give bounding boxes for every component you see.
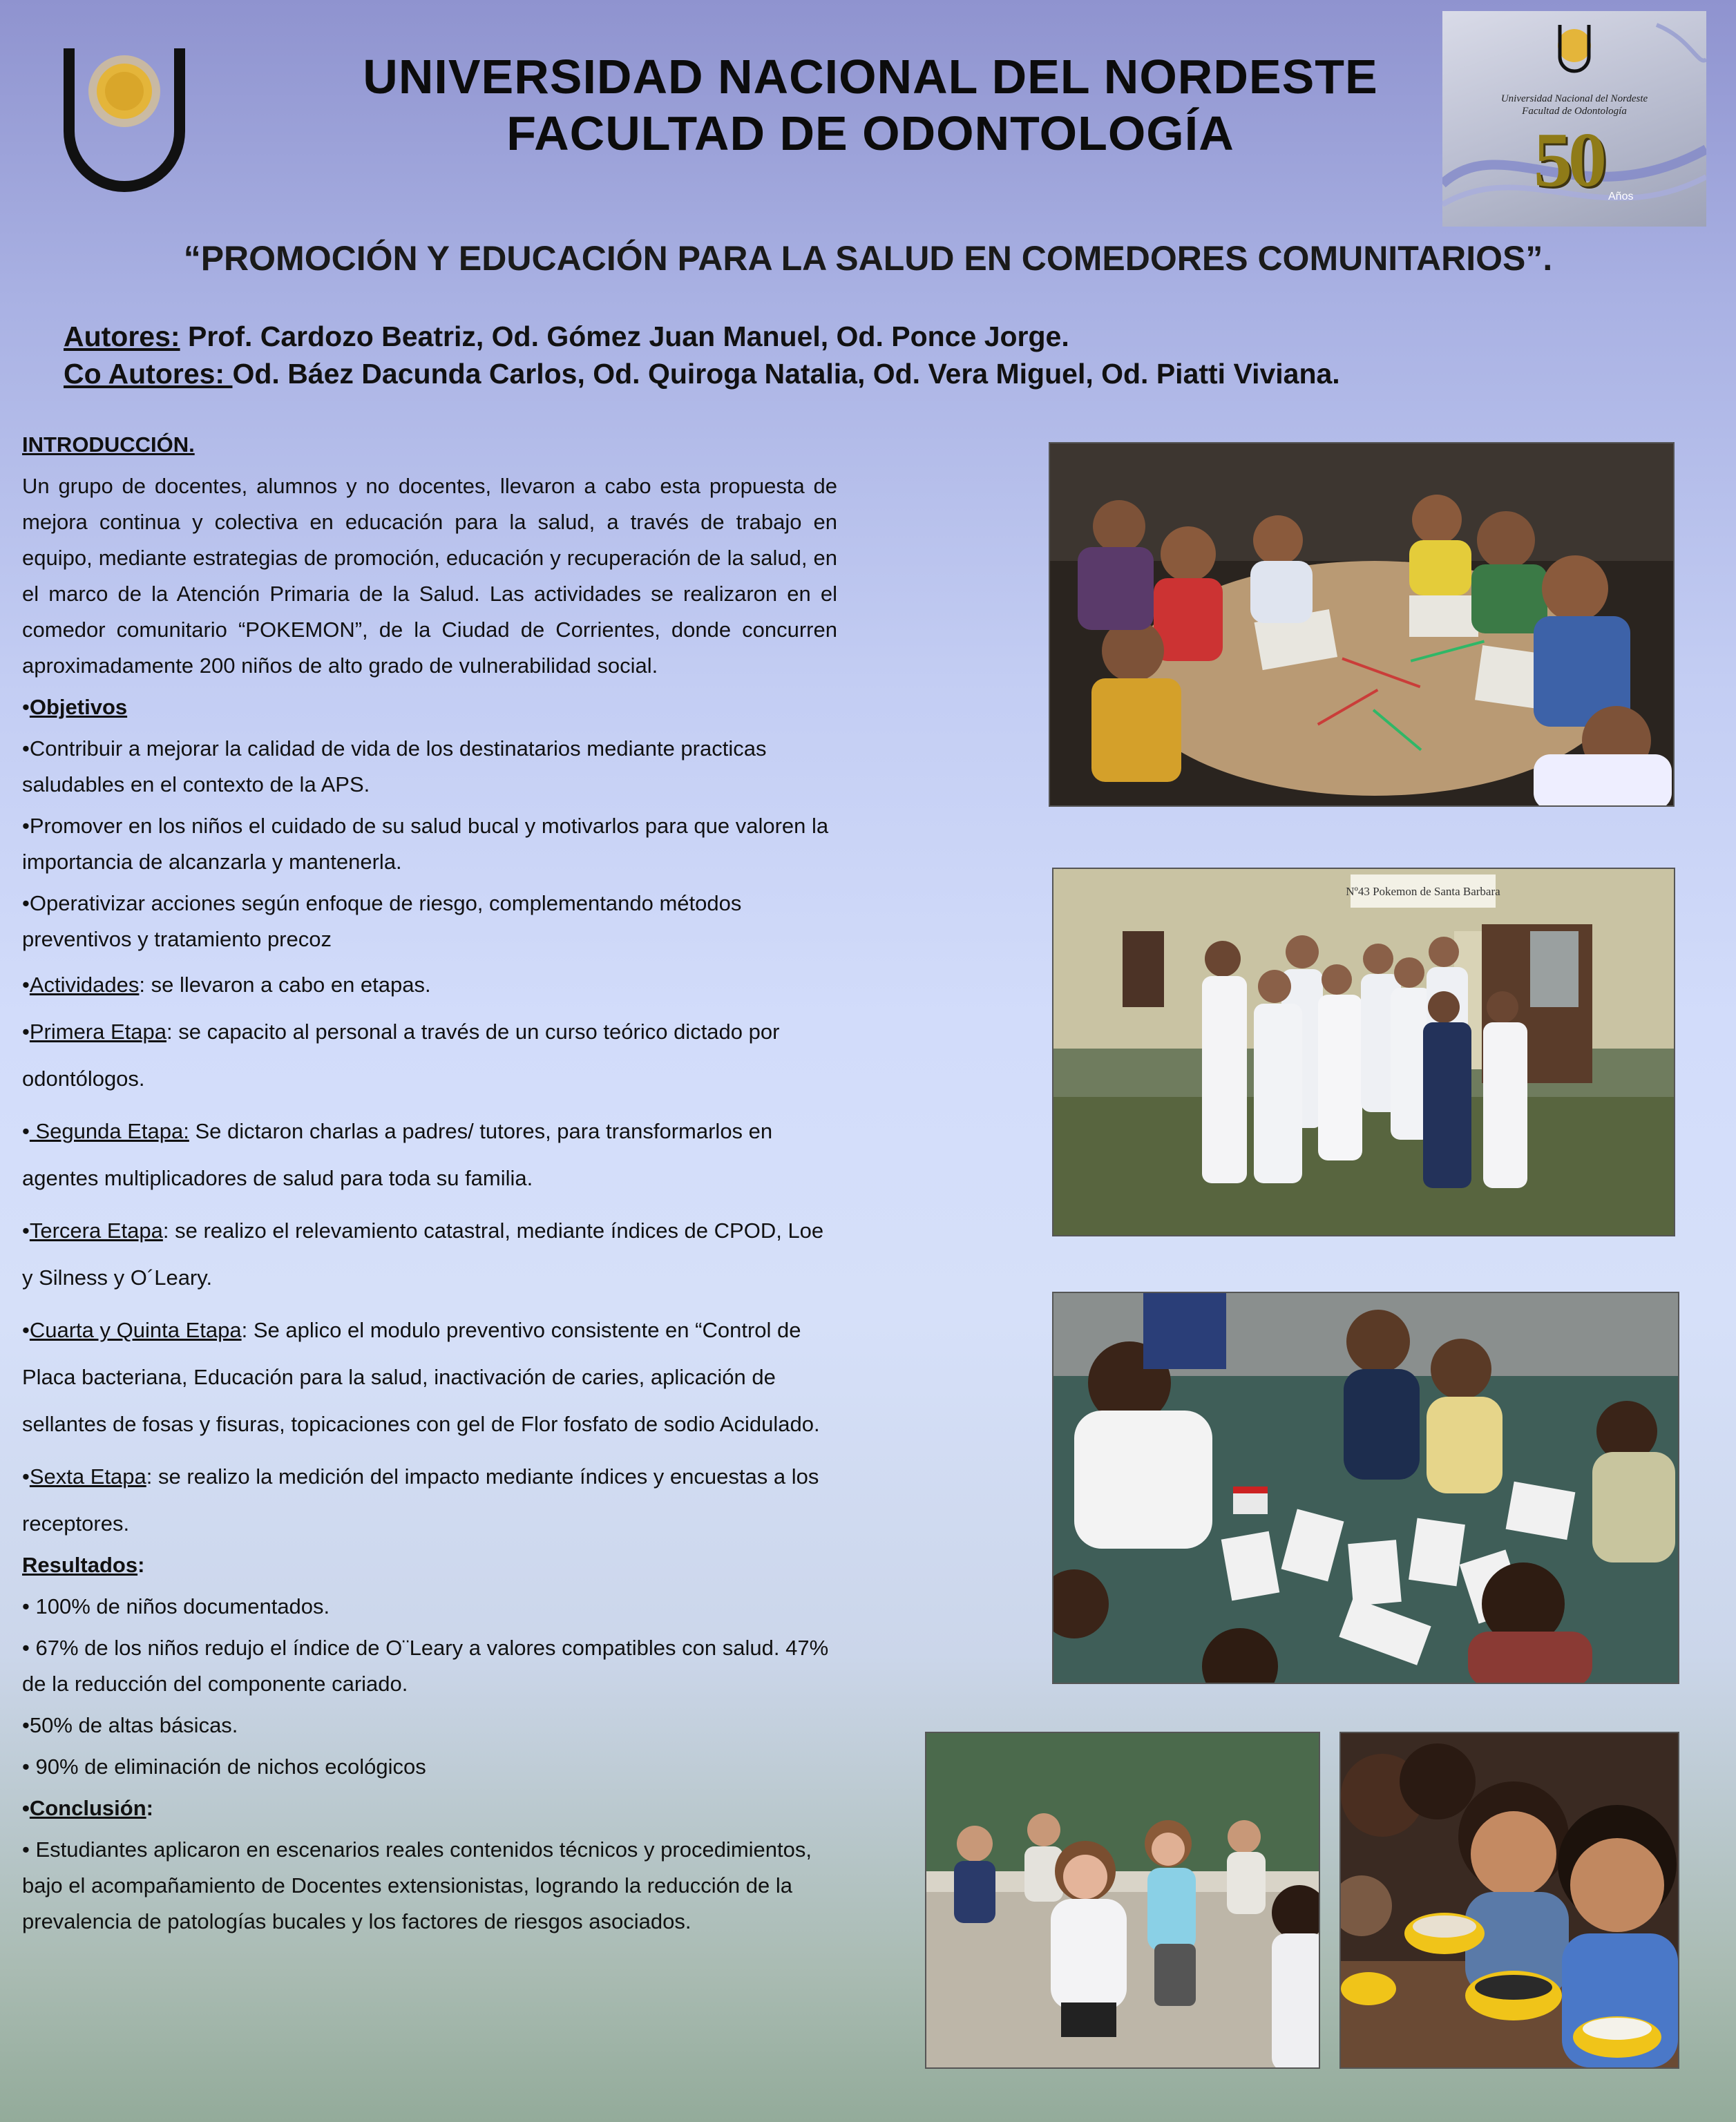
objective-item: •Contribuir a mejorar la calidad de vida de los destinatarios mediante practicas saludables en el contexto de la APS. [22,736,767,796]
objective-item: •Operativizar acciones según enfoque de riesgo, complementando métodos preventivos y tratamiento precoz [22,891,742,951]
stage-text: : se realizo la medición del impacto mediante índices y encuestas a los receptores. [22,1464,819,1536]
university-name: UNIVERSIDAD NACIONAL DEL NORDESTE [363,50,1378,104]
stage-item: •Sexta Etapa: se realizo la medición del impacto mediante índices y encuestas a los receptores. [22,1464,819,1536]
activities-label: Actividades [29,973,140,997]
coauthors-line [64,355,1340,392]
stage-text: Se dictaron charlas a padres/ tutores, para transformarlos en agentes multiplicadores de salud para toda su familia. [22,1119,773,1190]
stage-text: : se capacito al personal a través de un curso teórico dictado por odontólogos. [22,1020,780,1091]
objectives-heading-line: •Objetivos [22,695,128,719]
anniv-org-line1: Universidad Nacional del Nordeste [1500,93,1648,104]
photo-children-drawing [1049,442,1675,807]
stage-label: Sexta Etapa [29,1464,146,1489]
project-title: “PROMOCIÓN Y EDUCACIÓN PARA LA SALUD EN COMEDORES COMUNITARIOS”. [183,239,1553,278]
coauthors-label: Co Autores: [64,358,233,390]
conclusion-text: • Estudiantes aplicaron en escenarios reales contenidos técnicos y procedimientos, bajo el acompañamiento de Docentes extensionistas, logrando la reducción de la prevalencia de patologías bucales y los factores de riesgos asociados. [22,1837,812,1933]
introduction-text: Un grupo de docentes, alumnos y no docentes, llevaron a cabo esta propuesta de mejora continua y colectiva en educación para la salud, a través de trabajo en equipo, mediante estrategias de promoción, educación y recuperación de la salud, en el marco de la Atención Primaria de la Salud. Las actividades se realizaron en el comedor comunitario “POKEMON”, de la Ciudad de Corrientes, donde concurren aproximadamente 200 niños de alto grado de vulnerabilidad social. [22,474,837,678]
result-item: • 90% de eliminación de nichos ecológicos [22,1755,426,1779]
introduction-heading: INTRODUCCIÓN. [22,432,195,457]
photo-children-eating [1339,1732,1679,2069]
building-sign: Nº43 Pokemon de Santa Barbara [1346,885,1500,898]
authors-block [64,318,1340,392]
authors-label: Autores: [64,321,180,352]
stage-item: •Tercera Etapa: se realizo el relevamiento catastral, mediante índices de CPOD, Loe y Silness y O´Leary. [22,1218,824,1290]
stage-text: : se realizo el relevamiento catastral, mediante índices de CPOD, Loe y Silness y O´Leary. [22,1218,824,1290]
objectives-heading: Objetivos [29,695,128,719]
stage-item: •Cuarta y Quinta Etapa: Se aplico el modulo preventivo consistente en “Control de Placa bacteriana, Educación para la salud, inactivación de caries, aplicación de sellantes de fosas y fisuras, topicaciones con gel de Flor fosfato de sodio Acidulado. [22,1318,820,1436]
result-item: • 100% de niños documentados. [22,1594,330,1618]
sun-icon [1558,25,1591,71]
stage-label: Segunda Etapa: [29,1119,189,1143]
activities-text: : se llevaron a cabo en etapas. [139,973,431,997]
stage-text: : Se aplico el modulo preventivo consistente en “Control de Placa bacteriana, Educación para la salud, inactivación de caries, aplicación de sellantes de fosas y fisuras, topicaciones con gel de Flor fosfato de sodio Acidulado. [22,1318,820,1436]
anniversary-logo [1442,11,1706,227]
photo-team-group [1052,868,1675,1236]
stage-item: •Primera Etapa: se capacito al personal a través de un curso teórico dictado por odontólogos. [22,1020,780,1091]
authors-line [64,318,1340,355]
anniv-org-line2: Facultad de Odontología [1522,106,1627,117]
poster-content [22,427,837,1940]
anniv-number: 50 [1534,117,1603,203]
stage-label: Tercera Etapa [29,1218,163,1243]
photo-children-education-sheets [1052,1292,1679,1684]
result-item: •50% de altas básicas. [22,1713,238,1737]
objective-item: •Promover en los niños el cuidado de su salud bucal y motivarlos para que valoren la importancia de alcanzarla y mantenerla. [22,814,829,874]
stage-label: Primera Etapa [29,1020,166,1044]
coauthors-names: Od. Báez Dacunda Carlos, Od. Quiroga Natalia, Od. Vera Miguel, Od. Piatti Viviana. [232,358,1340,390]
stage-label: Cuarta y Quinta Etapa [29,1318,242,1342]
activities-line: •Actividades: se llevaron a cabo en etapas. [22,973,431,997]
stage-item: • Segunda Etapa: Se dictaron charlas a padres/ tutores, para transformarlos en agentes multiplicadores de salud para toda su familia. [22,1119,773,1190]
conclusion-heading: Conclusión [29,1796,146,1820]
anniv-years: Años [1608,191,1634,202]
header-titles [263,48,1478,162]
sun-icon [88,55,160,127]
results-heading-line: Resultados: [22,1553,145,1577]
results-heading: Resultados [22,1553,138,1577]
photo-toddlers-classroom [925,1732,1320,2069]
conclusion-heading-line: •Conclusión: [22,1796,153,1820]
authors-names: Prof. Cardozo Beatriz, Od. Gómez Juan Manuel, Od. Ponce Jorge. [180,321,1069,352]
faculty-name: FACULTAD DE ODONTOLOGÍA [506,106,1234,160]
unne-logo [55,41,193,193]
result-item: • 67% de los niños redujo el índice de O¨Leary a valores compatibles con salud. 47% de la reducción del componente cariado. [22,1636,829,1696]
